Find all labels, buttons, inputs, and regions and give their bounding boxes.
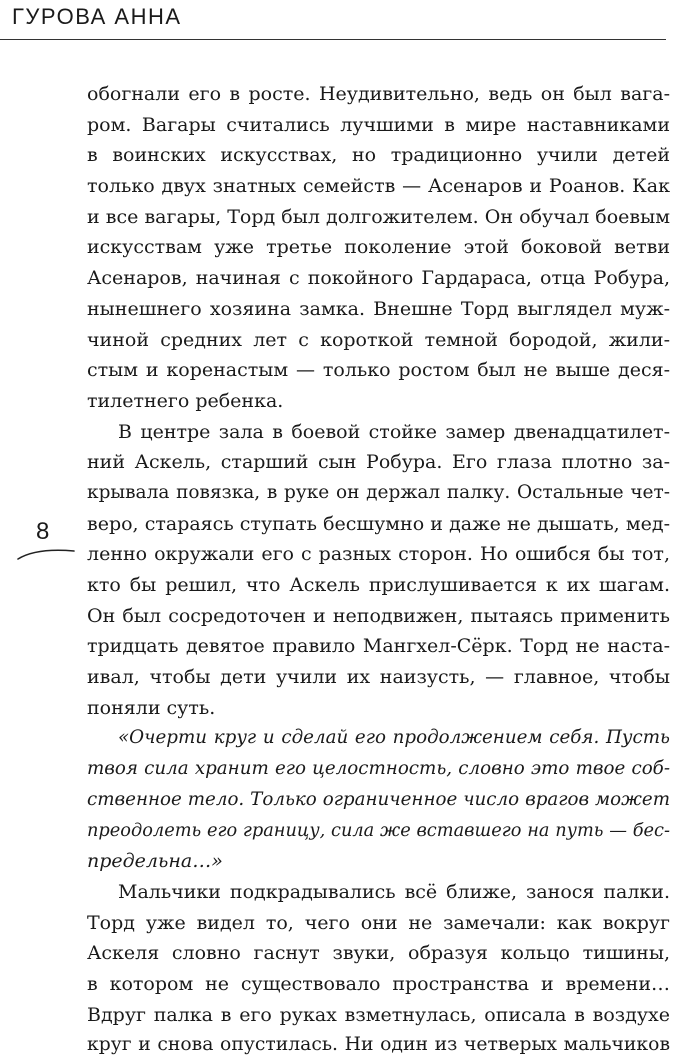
body-text (87, 79, 670, 1061)
text-line: веро, стараясь ступать бесшумно и даже не дышать, мед- (87, 512, 670, 535)
text-line: Он был сосредоточен и неподвижен, пытаясь применить (87, 604, 670, 627)
text-line: Торд уже видел то, чего они не замечали: как вокруг (87, 911, 670, 934)
text-line: в воинских искусствах, но традиционно учили детей (87, 144, 670, 167)
text-line: Вдруг палка в его руках взметнулась, описала в воздухе (87, 1003, 670, 1026)
header-rule (0, 39, 666, 40)
text-line: только двух знатных семейств — Асенаров и Роанов. Как (87, 175, 670, 198)
text-line: стым и коренастым — только ростом был не выше деся- (87, 359, 670, 382)
text-line: ственное тело. Только ограниченное число врагов может (87, 788, 670, 810)
text-line: ний Аскель, старший сын Робура. Его глаза плотно за- (87, 451, 670, 474)
text-line: поняли суть. (87, 696, 216, 719)
text-line: ивал, чтобы дети учили их наизусть, — главное, чтобы (87, 666, 670, 689)
text-line: В центре зала в боевой стойке замер двенадцатилет- (118, 420, 670, 443)
text-line: ром. Вагары считались лучшими в мире наставниками (87, 113, 670, 136)
running-head: ГУРОВА АННА (12, 4, 182, 29)
text-line: ленно окружали его с разных сторон. Но ошибся бы тот, (87, 543, 670, 566)
text-line: нынешнего хозяина замка. Внешне Торд выглядел муж- (87, 297, 670, 320)
text-line: в котором не существовало пространства и времени… (87, 972, 670, 995)
text-line: и все вагары, Торд был долгожителем. Он обучал боевым (87, 205, 670, 228)
text-line: кто бы решил, что Аскель прислушивается к их шагам. (87, 574, 670, 596)
text-line: тилетнего ребенка. (87, 389, 284, 412)
page-number: 8 (36, 518, 50, 545)
text-line: чиной средних лет с короткой темной бородой, жили- (87, 328, 670, 351)
text-line: «Очерти круг и сделай его продолжением себя. Пусть (118, 727, 670, 749)
text-line: Асенаров, начиная с покойного Гардараса, отца Робура, (87, 267, 670, 290)
text-line: искусствам уже третье поколение этой боковой ветви (87, 236, 670, 259)
text-line: обогнали его в росте. Неудивительно, ведь он был вага- (87, 83, 670, 105)
text-line: круг и снова опустилась. Ни один из четверых мальчиков (87, 1034, 670, 1056)
text-line: крывала повязка, в руке он держал палку. Остальные чет- (87, 481, 670, 503)
text-line: Аскеля словно гаснут звуки, образуя кольцо тишины, (87, 942, 670, 965)
page-number-swash (17, 548, 75, 562)
text-line: твоя сила хранит его целостность, словно это твое соб- (87, 758, 670, 780)
text-line: предельна…» (87, 850, 223, 873)
text-line: Мальчики подкрадывались всё ближе, занося палки. (118, 880, 670, 903)
text-line: тридцать девятое правило Мангхел-Сёрк. Торд не наста- (87, 635, 670, 658)
text-line: преодолеть его границу, сила же вставшего на путь — бес- (87, 820, 670, 841)
